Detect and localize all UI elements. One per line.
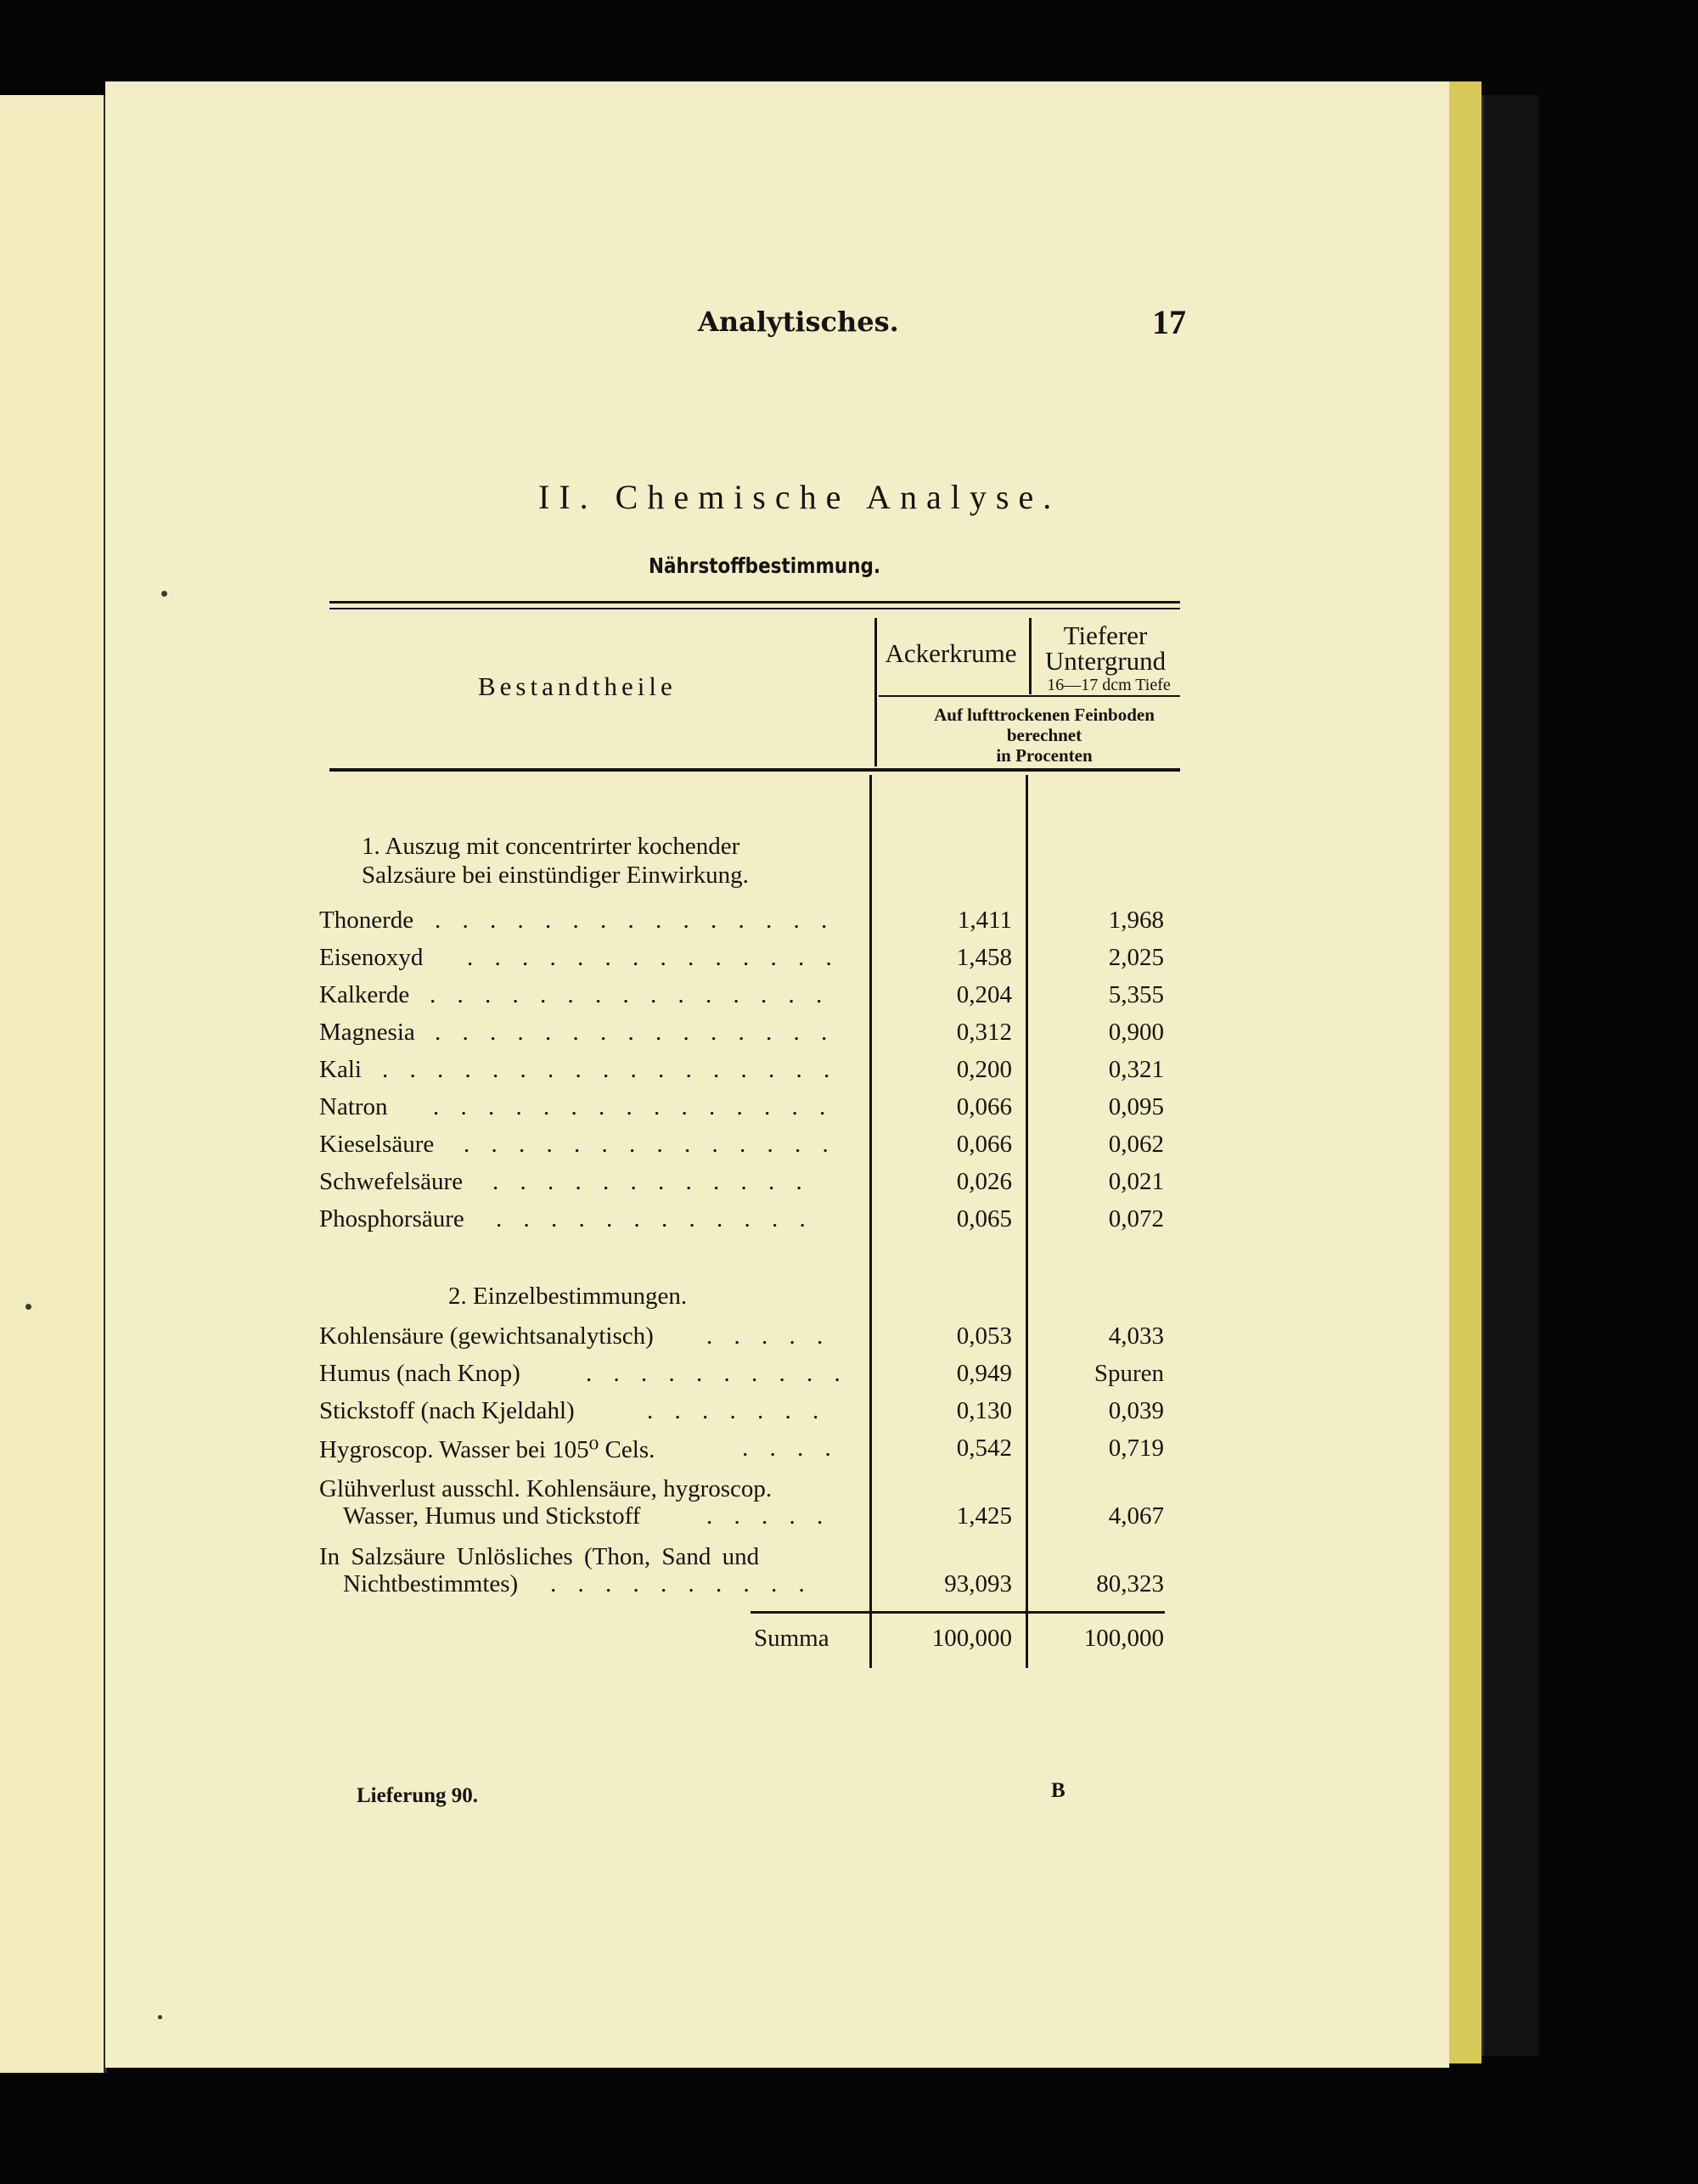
total-label: Summa	[754, 1625, 829, 1652]
row-label: Kali	[319, 1056, 362, 1083]
page-number: 17	[1152, 303, 1186, 341]
unit-line2: berechnet	[1006, 725, 1082, 745]
row-label: Phosphorsäure	[319, 1205, 464, 1232]
column-header-depth: 16—17 dcm Tiefe	[1047, 676, 1171, 694]
paper-speck	[25, 1304, 31, 1310]
table-top-rule	[329, 601, 1180, 604]
row-label: Stickstoff (nach Kjeldahl)	[319, 1397, 575, 1424]
subsoil-line1: Tieferer	[1063, 620, 1148, 650]
row-label: Thonerde	[319, 907, 414, 934]
value-subsoil: 0,039	[1108, 1397, 1164, 1424]
value-subsoil: Spuren	[1094, 1360, 1164, 1387]
value-topsoil: 1,411	[957, 907, 1012, 934]
row-label: Eisenoxyd	[319, 944, 424, 971]
value-subsoil: 0,021	[1108, 1168, 1164, 1195]
row-label: Nichtbestimmtes)	[343, 1570, 519, 1597]
leader-dots: . . . . . . . . . .	[586, 1360, 848, 1387]
value-topsoil: 1,458	[956, 944, 1012, 971]
row-label: Humus (nach Knop)	[319, 1360, 520, 1387]
leader-dots: . . . . . . . . . . . . . .	[467, 944, 840, 971]
subsoil-line2: Untergrund	[1044, 646, 1167, 676]
running-header: Analytisches.	[698, 306, 899, 338]
value-topsoil: 0,066	[956, 1131, 1012, 1158]
leader-dots: . . . . . . . . . . . .	[492, 1168, 810, 1195]
column-divider	[869, 775, 872, 1668]
leader-dots: . . . . . . . . . . . . . .	[464, 1131, 836, 1158]
value-subsoil: 0,719	[1108, 1434, 1164, 1462]
value-topsoil: 0,053	[956, 1322, 1012, 1350]
leader-dots: . . . . . . . . . . . . . . .	[430, 981, 830, 1008]
value-topsoil: 0,130	[956, 1397, 1012, 1424]
row-label: Natron	[319, 1093, 388, 1120]
value-topsoil: 0,065	[956, 1205, 1012, 1232]
leader-dots: . . . . . . . . . . . . . . .	[433, 1093, 834, 1120]
leader-dots: . . . . .	[706, 1502, 831, 1530]
value-subsoil: 0,072	[1108, 1205, 1164, 1232]
page-edges	[1449, 81, 1482, 2063]
value-subsoil: 0,062	[1108, 1131, 1164, 1158]
value-subsoil: 0,900	[1108, 1019, 1164, 1046]
row-label: Kieselsäure	[319, 1131, 435, 1158]
leader-dots: . . . . . . . . . . . .	[496, 1205, 813, 1232]
unit-line3: in Procenten	[996, 745, 1093, 766]
section-title: II. Chemische Analyse.	[538, 478, 1061, 516]
value-topsoil: 0,312	[956, 1019, 1012, 1046]
value-topsoil: 93,093	[944, 1570, 1012, 1597]
value-subsoil: 4,067	[1108, 1502, 1164, 1530]
group1-heading	[362, 830, 749, 891]
leader-dots: . . . . . . . . . . . . . . . . .	[382, 1056, 838, 1083]
header-split-rule	[879, 695, 1180, 697]
value-topsoil: 1,425	[956, 1502, 1012, 1530]
row-label: Magnesia	[319, 1019, 415, 1046]
value-topsoil: 0,542	[956, 1434, 1012, 1462]
row-label: Wasser, Humus und Stickstoff	[343, 1502, 641, 1530]
group1-heading-line2: Salzsäure bei einstündiger Einwirkung.	[362, 862, 749, 889]
column-header-subsoil	[1029, 620, 1182, 676]
footer-signature-mark: B	[1051, 1779, 1065, 1802]
group1-heading-line1: 1. Auszug mit concentrirter kochender	[362, 833, 740, 860]
group2-heading: 2. Einzelbestimmungen.	[448, 1283, 688, 1310]
book-cover-edge	[1482, 95, 1539, 2056]
facing-page	[0, 95, 107, 2073]
row-label: Kohlensäure (gewichtsanalytisch)	[319, 1322, 654, 1350]
value-topsoil: 0,066	[956, 1093, 1012, 1120]
value-topsoil: 0,200	[956, 1056, 1012, 1083]
value-subsoil: 0,321	[1108, 1056, 1164, 1083]
total-rule	[751, 1611, 1165, 1614]
row-label: Kalkerde	[319, 981, 410, 1008]
row-label-line1: Glühverlust ausschl. Kohlensäure, hygroscop.	[319, 1475, 773, 1502]
value-topsoil: 0,026	[956, 1168, 1012, 1195]
value-subsoil: 80,323	[1096, 1570, 1164, 1597]
value-subsoil: 5,355	[1108, 981, 1164, 1008]
footer-delivery-note: Lieferung 90.	[357, 1784, 479, 1807]
section-subtitle: Nährstoffbestimmung.	[649, 553, 881, 578]
value-subsoil: 0,095	[1108, 1093, 1164, 1120]
column-header-unit	[874, 705, 1214, 766]
column-divider	[1026, 775, 1028, 1668]
row-label-line1: In Salzsäure Unlösliches (Thon, Sand und	[319, 1543, 760, 1570]
value-subsoil: 4,033	[1108, 1322, 1164, 1350]
row-label: Hygroscop. Wasser bei 105⁰ Cels.	[319, 1436, 655, 1463]
value-topsoil: 0,204	[956, 981, 1012, 1008]
column-header-components: Bestandtheile	[478, 671, 677, 701]
leader-dots: . . . . .	[706, 1322, 831, 1350]
row-label: Schwefelsäure	[319, 1168, 464, 1195]
header-bottom-rule	[329, 768, 1180, 772]
leader-dots: . . . . . . . . . . . . . . .	[435, 907, 835, 934]
leader-dots: . . . . . . . . . . . . . . .	[435, 1019, 835, 1046]
paper-speck	[158, 2015, 162, 2019]
leader-dots: . . . . . . . . . .	[550, 1570, 812, 1597]
value-subsoil: 2,025	[1108, 944, 1164, 971]
leader-dots: . . . .	[742, 1434, 839, 1462]
total-topsoil: 100,000	[931, 1625, 1012, 1652]
column-header-topsoil: Ackerkrume	[885, 638, 1017, 668]
paper-speck	[161, 591, 167, 597]
leader-dots: . . . . . . .	[647, 1397, 827, 1424]
total-subsoil: 100,000	[1083, 1625, 1164, 1652]
table-top-rule-thin	[329, 608, 1180, 609]
value-topsoil: 0,949	[956, 1360, 1012, 1387]
unit-line1: Auf lufttrockenen Feinboden	[934, 705, 1155, 725]
value-subsoil: 1,968	[1108, 907, 1164, 934]
